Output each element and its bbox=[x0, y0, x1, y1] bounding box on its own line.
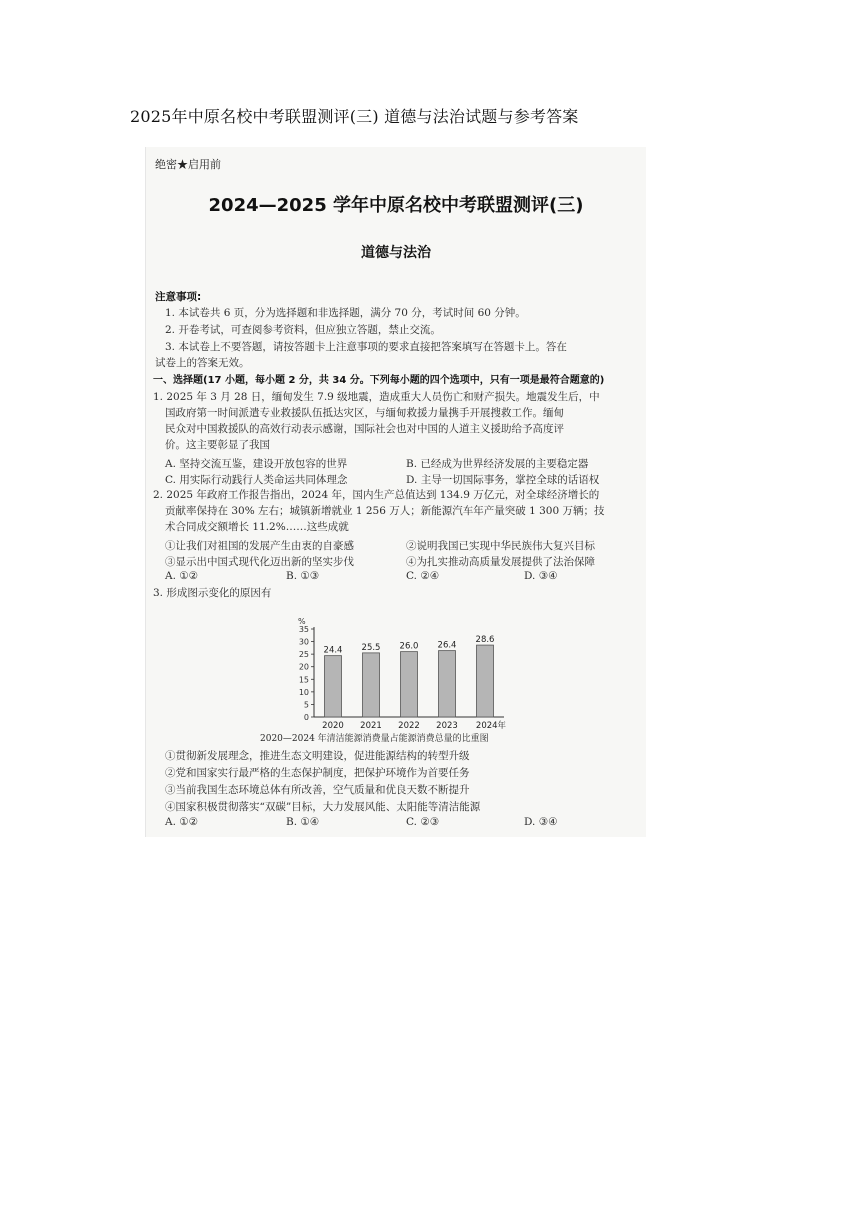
y-tick-label: 30 bbox=[298, 637, 309, 647]
bar bbox=[439, 651, 456, 717]
y-axis-unit-label: % bbox=[298, 617, 306, 626]
q3-item: ①贯彻新发展理念，推进生态文明建设，促进能源结构的转型升级 bbox=[165, 750, 470, 762]
y-tick-label: 25 bbox=[298, 650, 309, 660]
x-tick-label: 2024年 bbox=[475, 721, 507, 731]
q2-line: 术合同成交额增长 11.2%……这些成就 bbox=[165, 521, 349, 533]
bar bbox=[477, 645, 494, 717]
y-tick-label: 15 bbox=[298, 675, 309, 685]
bar-value-label: 26.4 bbox=[437, 640, 457, 651]
q2-item: ④为扎实推动高质量发展提供了法治保障 bbox=[406, 556, 595, 568]
q1-option: C. 用实际行动践行人类命运共同体理念 bbox=[165, 474, 348, 486]
x-tick-label: 2021 bbox=[360, 721, 382, 731]
q2-line: 2. 2025 年政府工作报告指出，2024 年，国内生产总值达到 134.9 万亿元，对全球经济增长的 bbox=[153, 489, 600, 501]
bar bbox=[401, 652, 418, 717]
energy-bar-chart bbox=[286, 617, 526, 735]
x-tick-label: 2020 bbox=[322, 721, 344, 731]
notice-line: 3. 本试卷上不要答题，请按答题卡上注意事项的要求直接把答案填写在答题卡上。答在 bbox=[165, 341, 567, 353]
bar bbox=[363, 653, 380, 717]
q1-option: B. 已经成为世界经济发展的主要稳定器 bbox=[406, 458, 589, 470]
q2-option: C. ②④ bbox=[406, 570, 440, 582]
q2-option: B. ①③ bbox=[286, 570, 320, 582]
q3-option: D. ③④ bbox=[524, 816, 558, 828]
q2-item: ③显示出中国式现代化迈出新的坚实步伐 bbox=[165, 556, 354, 568]
q1-line: 民众对中国救援队的高效行动表示感谢，国际社会也对中国的人道主义援助给予高度评 bbox=[165, 423, 564, 435]
q3-option: A. ①② bbox=[165, 816, 199, 828]
exam-scan bbox=[145, 147, 646, 837]
x-tick-label: 2023 bbox=[436, 721, 458, 731]
q1-option: D. 主导一切国际事务，掌控全球的话语权 bbox=[406, 474, 600, 486]
notice-line: 2. 开卷考试，可查阅参考资料，但应独立答题，禁止交流。 bbox=[165, 324, 441, 336]
q3-item: ④国家积极贯彻落实“双碳”目标，大力发展风能、太阳能等清洁能源 bbox=[165, 801, 481, 813]
bar bbox=[325, 656, 342, 717]
bar-value-label: 26.0 bbox=[399, 641, 419, 652]
page-title: 2025年中原名校中考联盟测评(三) 道德与法治试题与参考答案 bbox=[130, 107, 579, 126]
bar-value-label: 25.5 bbox=[361, 642, 381, 653]
q1-line: 国政府第一时间派遣专业救援队伍抵达灾区，与缅甸救援力量携手开展搜救工作。缅甸 bbox=[165, 407, 564, 419]
secret-label: 绝密★启用前 bbox=[155, 158, 221, 171]
q2-option: D. ③④ bbox=[524, 570, 558, 582]
q2-line: 贡献率保持在 30% 左右；城镇新增就业 1 256 万人；新能源汽车年产量突破 1 300 万辆；技 bbox=[165, 505, 605, 517]
x-tick-label: 2022 bbox=[398, 721, 420, 731]
bar-value-label: 24.4 bbox=[323, 645, 343, 656]
q3-item: ③当前我国生态环境总体有所改善，空气质量和优良天数不断提升 bbox=[165, 784, 470, 796]
q3-option: C. ②③ bbox=[406, 816, 440, 828]
notice-line: 试卷上的答案无效。 bbox=[155, 357, 250, 369]
y-tick-label: 5 bbox=[303, 700, 309, 710]
section-heading: 一、选择题(17 小题，每小题 2 分，共 34 分。下列每小题的四个选项中，只有一项是最符合题意的) bbox=[153, 375, 605, 386]
q1-line: 1. 2025 年 3 月 28 日，缅甸发生 7.9 级地震，造成重大人员伤亡和财产损失。地震发生后，中 bbox=[153, 391, 600, 403]
exam-subject: 道德与法治 bbox=[361, 245, 431, 261]
notice-heading: 注意事项: bbox=[155, 291, 202, 303]
q1-option: A. 坚持交流互鉴，建设开放包容的世界 bbox=[165, 458, 348, 470]
exam-title: 2024—2025 学年中原名校中考联盟测评(三) bbox=[208, 195, 584, 216]
q3-stem: 3. 形成图示变化的原因有 bbox=[153, 587, 272, 599]
q1-line: 价。这主要彰显了我国 bbox=[165, 439, 270, 451]
q2-option: A. ①② bbox=[165, 570, 199, 582]
q3-item: ②党和国家实行最严格的生态保护制度，把保护环境作为首要任务 bbox=[165, 767, 470, 779]
y-tick-label: 20 bbox=[298, 662, 309, 672]
y-tick-label: 35 bbox=[298, 625, 309, 634]
y-tick-label: 10 bbox=[298, 687, 309, 697]
q3-option: B. ①④ bbox=[286, 816, 320, 828]
bar-value-label: 28.6 bbox=[475, 635, 495, 646]
y-tick-label: 0 bbox=[303, 713, 309, 722]
chart-caption: 2020—2024 年清洁能源消费量占能源消费总量的比重图 bbox=[260, 734, 489, 744]
notice-line: 1. 本试卷共 6 页，分为选择题和非选择题，满分 70 分，考试时间 60 分钟。 bbox=[165, 307, 526, 319]
q2-item: ②说明我国已实现中华民族伟大复兴目标 bbox=[406, 540, 595, 552]
q2-item: ①让我们对祖国的发展产生由衷的自豪感 bbox=[165, 540, 354, 552]
